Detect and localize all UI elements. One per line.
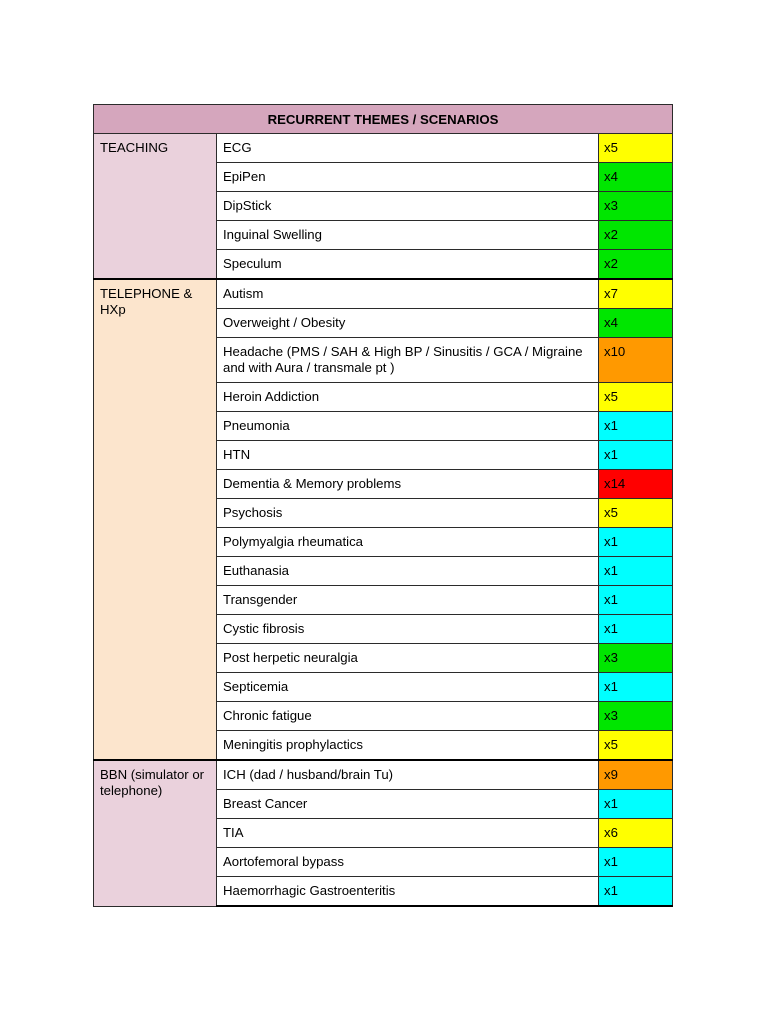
topic-cell: Euthanasia [217,557,599,586]
category-cell: TELEPHONE & HXp [94,279,217,760]
count-cell: x1 [599,412,673,441]
topic-cell: Heroin Addiction [217,383,599,412]
count-cell: x1 [599,441,673,470]
topic-cell: Inguinal Swelling [217,221,599,250]
count-cell: x1 [599,848,673,877]
table-title: RECURRENT THEMES / SCENARIOS [94,105,673,134]
table-body [94,134,673,907]
count-cell: x4 [599,163,673,192]
count-cell: x1 [599,528,673,557]
topic-cell: Cystic fibrosis [217,615,599,644]
count-cell: x1 [599,790,673,819]
topic-cell: Breast Cancer [217,790,599,819]
topic-cell: Aortofemoral bypass [217,848,599,877]
category-cell: BBN (simulator or telephone) [94,760,217,906]
topic-cell: ICH (dad / husband/brain Tu) [217,760,599,790]
count-cell: x1 [599,877,673,907]
topic-cell: Overweight / Obesity [217,309,599,338]
count-cell: x3 [599,644,673,673]
table-row [94,760,673,790]
themes-table [93,104,673,907]
topic-cell: Chronic fatigue [217,702,599,731]
count-cell: x2 [599,221,673,250]
count-cell: x9 [599,760,673,790]
topic-cell: Speculum [217,250,599,280]
count-cell: x14 [599,470,673,499]
topic-cell: TIA [217,819,599,848]
count-cell: x1 [599,586,673,615]
count-cell: x1 [599,557,673,586]
topic-cell: Autism [217,279,599,309]
count-cell: x1 [599,615,673,644]
topic-cell: EpiPen [217,163,599,192]
count-cell: x5 [599,383,673,412]
topic-cell: Pneumonia [217,412,599,441]
topic-cell: ECG [217,134,599,163]
category-cell: TEACHING [94,134,217,280]
count-cell: x3 [599,702,673,731]
topic-cell: DipStick [217,192,599,221]
table-header-row [94,105,673,134]
topic-cell: Headache (PMS / SAH & High BP / Sinusitis / GCA / Migraine and with Aura / transmale pt ) [217,338,599,383]
count-cell: x3 [599,192,673,221]
count-cell: x6 [599,819,673,848]
table-row [94,134,673,163]
topic-cell: Polymyalgia rheumatica [217,528,599,557]
count-cell: x5 [599,731,673,761]
table-row [94,279,673,309]
count-cell: x5 [599,134,673,163]
topic-cell: Psychosis [217,499,599,528]
topic-cell: Haemorrhagic Gastroenteritis [217,877,599,907]
count-cell: x10 [599,338,673,383]
count-cell: x7 [599,279,673,309]
topic-cell: Transgender [217,586,599,615]
count-cell: x5 [599,499,673,528]
topic-cell: HTN [217,441,599,470]
count-cell: x1 [599,673,673,702]
topic-cell: Septicemia [217,673,599,702]
topic-cell: Meningitis prophylactics [217,731,599,761]
count-cell: x2 [599,250,673,280]
topic-cell: Post herpetic neuralgia [217,644,599,673]
count-cell: x4 [599,309,673,338]
topic-cell: Dementia & Memory problems [217,470,599,499]
